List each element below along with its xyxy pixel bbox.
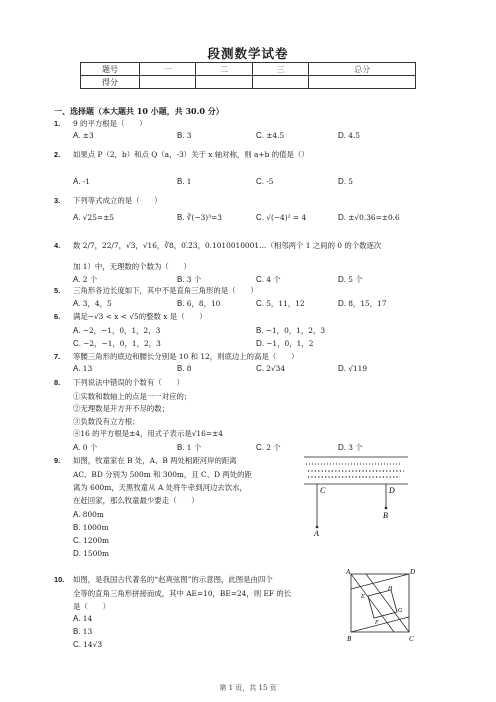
point-b bbox=[385, 507, 388, 510]
question-1 bbox=[54, 119, 147, 128]
question-2 bbox=[54, 150, 309, 159]
statement-3: ③负数没有立方根； bbox=[73, 417, 140, 426]
question-text: 如图，牧童家在 B 处，A、B 两处相距河岸的距离 bbox=[73, 456, 237, 465]
table-row bbox=[81, 76, 416, 89]
option-a[interactable]: A. 14 bbox=[73, 614, 93, 623]
question-text: 数 2/7，22/7，√3，√16，∛8，0.̇2̇3，0.1010010001…（相邻两个 1 之间的 0 的个数逐次 bbox=[73, 241, 382, 250]
option-b[interactable]: B. 8 bbox=[177, 364, 192, 373]
option-d[interactable]: D. ±√0.36=±0.6 bbox=[338, 213, 400, 222]
option-d[interactable]: D. 1500m bbox=[73, 549, 110, 558]
page-title: 段测数学试卷 bbox=[207, 46, 289, 61]
question-text-continued: 在赶回家，那么牧童最少要走（ ） bbox=[73, 496, 199, 505]
option-d[interactable]: D. 3 个 bbox=[338, 443, 363, 452]
option-c[interactable]: C. 2√34 bbox=[256, 364, 286, 373]
table-cell: 二 bbox=[196, 63, 252, 76]
option-d[interactable]: D. −1，0，1，2 bbox=[256, 339, 314, 348]
question-number: 7. bbox=[54, 352, 61, 361]
question-text: 如图，是我国古代著名的“赵爽弦图”的示意图，此图是由四个 bbox=[73, 575, 273, 584]
question-text: 三角形各边长度如下，其中不是直角三角形的是（ ） bbox=[73, 286, 258, 295]
river-figure bbox=[300, 455, 410, 540]
label-c: C bbox=[320, 486, 326, 495]
table-row bbox=[81, 63, 416, 76]
outer-square bbox=[351, 574, 409, 632]
question-number: 6. bbox=[54, 312, 61, 321]
option-c[interactable]: C. -5 bbox=[256, 177, 274, 186]
label-f: F bbox=[375, 620, 379, 626]
question-text-continued: AC、BD 分别为 500m 和 300m，且 C、D 两处的距 bbox=[73, 470, 252, 479]
question-text-continued: 加 1）中，无理数的个数为（ ） bbox=[73, 262, 191, 271]
question-number: 4. bbox=[54, 241, 61, 250]
option-c[interactable]: C. ±4.5 bbox=[256, 131, 285, 140]
label-h: H bbox=[388, 586, 393, 592]
option-a[interactable]: A. 3，4，5 bbox=[73, 299, 112, 308]
question-5 bbox=[54, 286, 258, 295]
point-a bbox=[316, 526, 319, 529]
table-cell[interactable] bbox=[196, 76, 252, 89]
question-8 bbox=[54, 378, 184, 387]
question-text: 如果点 P（2，b）和点 Q（a，-3）关于 x 轴对称，则 a+b 的值是（） bbox=[73, 150, 309, 159]
label-a: A bbox=[346, 568, 351, 576]
label-d: D bbox=[389, 486, 395, 495]
option-d[interactable]: D. 5 个 bbox=[338, 275, 363, 284]
option-c[interactable]: C. −2，−1，0，1，2，3 bbox=[73, 339, 161, 348]
option-d[interactable]: D. 8，15，17 bbox=[338, 299, 387, 308]
question-text: 等腰三角形的底边和腰长分别是 10 和 12，则底边上的高是（ ） bbox=[73, 352, 299, 361]
label-b: B bbox=[347, 635, 352, 643]
option-b[interactable]: B. 1 bbox=[177, 177, 192, 186]
option-b[interactable]: B. 6，8，10 bbox=[177, 299, 221, 308]
option-c[interactable]: C. √(−4)² = 4 bbox=[256, 213, 307, 222]
score-table bbox=[80, 62, 416, 89]
option-c[interactable]: C. 4 个 bbox=[256, 275, 281, 284]
option-a[interactable]: A. 0 个 bbox=[73, 443, 98, 452]
inner-square bbox=[368, 590, 397, 618]
question-text-continued: 是（ ） bbox=[73, 602, 110, 611]
question-6 bbox=[54, 312, 207, 321]
option-a[interactable]: A. ±3 bbox=[73, 131, 94, 140]
option-a[interactable]: A. 13 bbox=[73, 364, 93, 373]
question-number: 2. bbox=[54, 150, 61, 159]
question-4 bbox=[54, 241, 381, 250]
triangle-side bbox=[351, 574, 409, 589]
option-b[interactable]: B. 3 bbox=[177, 131, 192, 140]
option-b[interactable]: B. 1000m bbox=[73, 523, 109, 532]
option-c[interactable]: C. 14√3 bbox=[73, 640, 103, 649]
question-number: 3. bbox=[54, 196, 61, 205]
question-number: 8. bbox=[54, 378, 61, 387]
label-a: A bbox=[314, 529, 319, 538]
question-number: 1. bbox=[54, 119, 61, 128]
option-b[interactable]: B. 13 bbox=[73, 627, 93, 636]
option-c[interactable]: C. 5，11，12 bbox=[256, 299, 305, 308]
table-cell: 题号 bbox=[81, 63, 140, 76]
question-text: 下列说法中错误的个数有（ ） bbox=[73, 378, 184, 387]
option-a[interactable]: A. √25=±5 bbox=[73, 213, 114, 222]
option-c[interactable]: C. 2 个 bbox=[256, 443, 281, 452]
table-cell: 得分 bbox=[81, 76, 140, 89]
option-b[interactable]: B. 3 个 bbox=[177, 275, 202, 284]
table-cell[interactable] bbox=[140, 76, 196, 89]
question-text: 下列等式成立的是（ ） bbox=[73, 196, 162, 205]
table-cell: 一 bbox=[140, 63, 196, 76]
statement-4: ④16 的平方根是±4，用式子表示是√16=±4 bbox=[73, 429, 223, 438]
triangle-side bbox=[351, 617, 409, 632]
question-text: 9 的平方根是（ ） bbox=[73, 119, 147, 128]
question-7 bbox=[54, 352, 298, 361]
label-e: E bbox=[361, 594, 365, 600]
option-b[interactable]: B. ∛(−3)³=3 bbox=[177, 213, 223, 222]
table-cell: 三 bbox=[252, 63, 308, 76]
statement-2: ②无理数是开方开不尽的数； bbox=[73, 404, 170, 413]
table-cell[interactable] bbox=[252, 76, 308, 89]
question-text-continued: 全等的直角三角形拼接而成，其中 AE=10，BE=24，则 EF 的长 bbox=[73, 589, 292, 598]
label-b: B bbox=[383, 511, 388, 520]
question-number: 10. bbox=[54, 575, 65, 584]
question-10 bbox=[54, 575, 273, 584]
table-cell: 总分 bbox=[309, 63, 416, 76]
question-text-continued: 离为 600m，天黑牧童从 A 处将牛牵到河边去饮水， bbox=[73, 483, 247, 492]
option-a[interactable]: A. −2，−1，0，1，2，3 bbox=[73, 326, 161, 335]
option-a[interactable]: A. 2 个 bbox=[73, 275, 98, 284]
question-text: 满足−√3 < x < √5的整数 x 是（ ） bbox=[73, 312, 207, 321]
label-g: G bbox=[398, 608, 403, 614]
option-b[interactable]: B. −1，0，1，2，3 bbox=[256, 326, 326, 335]
option-d[interactable]: D. 5 bbox=[338, 177, 353, 186]
option-a[interactable]: A. 800m bbox=[73, 510, 104, 519]
option-c[interactable]: C. 1200m bbox=[73, 536, 110, 545]
zhao-shuang-figure bbox=[346, 568, 416, 644]
question-3 bbox=[54, 196, 162, 205]
section-heading: 一、选择题（本大题共 10 小题，共 30.0 分） bbox=[54, 106, 224, 116]
question-9 bbox=[54, 456, 237, 465]
statement-1: ①实数和数轴上的点是一一对应的； bbox=[73, 392, 192, 401]
table-cell[interactable] bbox=[309, 76, 416, 89]
page-footer: 第 1 页，共 15 页 bbox=[219, 684, 277, 692]
option-d[interactable]: D. √119 bbox=[338, 364, 368, 373]
label-c: C bbox=[409, 635, 414, 643]
label-d: D bbox=[410, 568, 416, 576]
question-number: 9. bbox=[54, 456, 61, 465]
question-number: 5. bbox=[54, 286, 61, 295]
option-d[interactable]: D. 4.5 bbox=[338, 131, 360, 140]
option-a[interactable]: A. -1 bbox=[73, 177, 90, 186]
option-b[interactable]: B. 1 个 bbox=[177, 443, 202, 452]
